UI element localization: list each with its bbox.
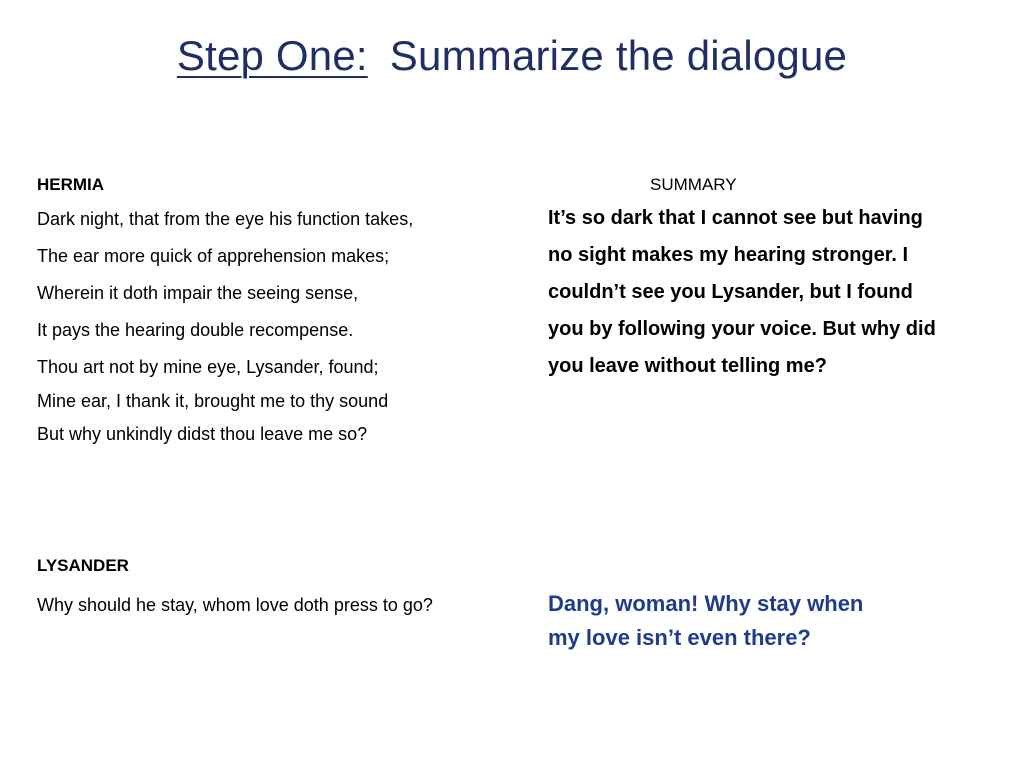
- summary-line: no sight makes my hearing stronger. I: [548, 244, 909, 266]
- slide-title: [0, 28, 1024, 84]
- summary-line: you by following your voice. But why did: [548, 318, 936, 340]
- speaker-hermia: HERMIA: [37, 175, 105, 194]
- lysander-line: Why should he stay, whom love doth press to go?: [37, 595, 433, 615]
- hermia-line: Thou art not by mine eye, Lysander, found;: [37, 357, 379, 377]
- hermia-line: But why unkindly didst thou leave me so?: [37, 424, 368, 444]
- hermia-line: Mine ear, I thank it, brought me to thy sound: [37, 391, 389, 411]
- speaker-lysander: LYSANDER: [37, 556, 129, 575]
- summary-line: couldn’t see you Lysander, but I found: [548, 281, 913, 303]
- summary-line: It’s so dark that I cannot see but having: [548, 207, 923, 229]
- title-step: Step One:: [176, 32, 368, 79]
- lysander-summary-line: my love isn’t even there?: [548, 625, 811, 650]
- summary-line: you leave without telling me?: [548, 355, 827, 377]
- hermia-line: Dark night, that from the eye his function takes,: [37, 209, 414, 229]
- summary-heading: SUMMARY: [650, 175, 737, 194]
- lysander-summary-line: Dang, woman! Why stay when: [548, 591, 864, 616]
- hermia-line: It pays the hearing double recompense.: [37, 320, 354, 340]
- hermia-line: The ear more quick of apprehension makes;: [37, 246, 390, 266]
- title-text: Summarize the dialogue: [389, 32, 848, 79]
- hermia-line: Wherein it doth impair the seeing sense,: [37, 283, 359, 303]
